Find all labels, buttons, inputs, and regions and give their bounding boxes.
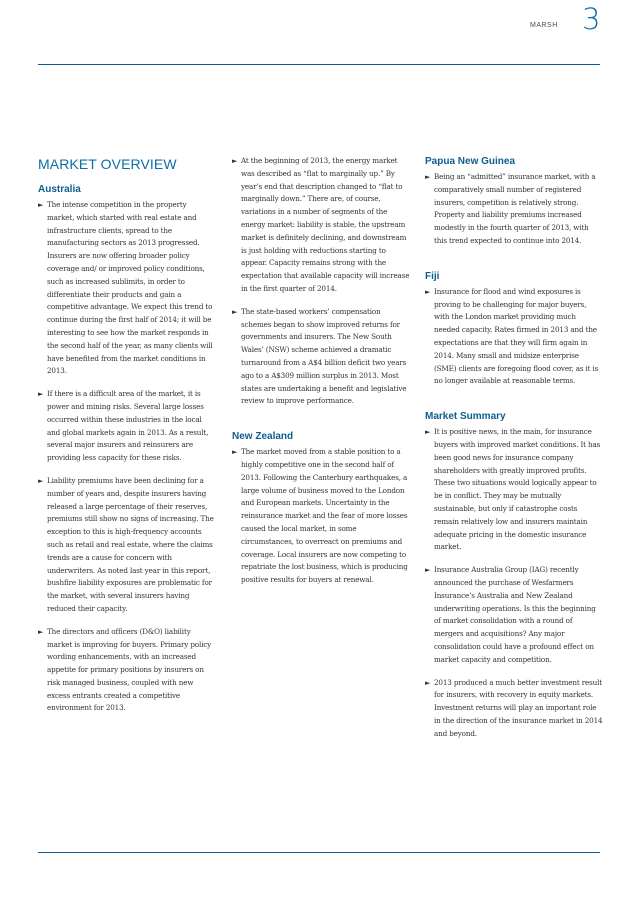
arrow-icon: ► bbox=[38, 390, 44, 399]
subhead-fiji: Fiji bbox=[425, 270, 440, 282]
subhead-market-summary: Market Summary bbox=[425, 411, 506, 423]
bullet-item bbox=[425, 286, 603, 388]
subhead-papua-new-guinea: Papua New Guinea bbox=[425, 156, 516, 167]
arrow-icon: ► bbox=[425, 287, 431, 296]
bullet-item bbox=[38, 475, 214, 616]
bullet-item bbox=[38, 626, 214, 716]
bottom-rule bbox=[38, 852, 600, 853]
bullet-item bbox=[425, 171, 603, 248]
bullet-text: It is positive news, in the main, for insurance buyers with improved market conditions. It has been good news for insurance company shareholders with greatly improved profits. These two situations would logically appear to be in conflict. They may be mutually sustainable, but only if catastrophe costs remain relatively low and insurers maintain adequate pricing in the domestic insurance market. bbox=[434, 427, 601, 552]
bullet-text: 2013 produced a much better investment result for insurers, with recovery in equity markets. Investment returns will play an important role in the direction of the insurance market in 2014 and beyond. bbox=[434, 677, 603, 738]
column-3 bbox=[425, 155, 603, 750]
bullet-text: Insurance Australia Group (IAG) recently announced the purchase of Wesfarmers Insurance’s Australia and New Zealand underwriting operations. Is this the beginning of market consolidation with a round of mergers and acquisitions? Any major consolidation could have a profound effect on market capacity and competition. bbox=[434, 565, 596, 664]
bullet-text: The market moved from a stable position to a highly competitive one in the second half of 2013. Following the Canterbury earthquakes, a large volume of business moved to the London and European markets. Uncertainty in the reinsurance market and the fear of more losses caused the local market, in some circumstances, to overreact on premiums and coverage. Local insurers are now competing to repatriate the lost business, which is producing positive results for buyers at renewal. bbox=[241, 447, 408, 585]
bullet-item bbox=[232, 155, 410, 296]
arrow-icon: ► bbox=[38, 201, 44, 209]
bullet-text: If there is a difficult area of the market, it is power and mining risks. Several large losses occurred within these industries in the local and global markets again in 2013. As a result, several major insurers and reinsurers are providing less capacity for these risks. bbox=[47, 389, 209, 463]
arrow-icon: ► bbox=[38, 627, 44, 636]
arrow-icon: ► bbox=[38, 476, 44, 485]
page-number: 3 bbox=[582, 2, 601, 36]
arrow-icon: ► bbox=[232, 307, 238, 316]
subhead-new-zealand: New Zealand bbox=[232, 431, 294, 443]
arrow-icon: ► bbox=[232, 157, 238, 165]
top-rule bbox=[38, 64, 600, 65]
arrow-icon: ► bbox=[425, 566, 431, 575]
arrow-icon: ► bbox=[425, 173, 431, 181]
bullet-text: Insurance for flood and wind exposures is proving to be challenging for major buyers, with the London market providing much needed capacity. Rates firmed in 2013 and the expectations are that they will firm again in 2014. Many small and midsize enterprise (SME) clients are foregoing flood cover, as it is no longer available at reasonable terms. bbox=[434, 286, 599, 386]
arrow-icon: ► bbox=[425, 678, 431, 687]
section-title: MARKET OVERVIEW bbox=[38, 156, 177, 172]
bullet-text: At the beginning of 2013, the energy market was described as “flat to marginally up.” By year’s end that description changed to “flat to marginally down.” There are, of course, variations in a number of segments of the energy market: liability is stable, the upstream market is definitely declining, and downstream is just holding with reductions starting to appear. Capacity remains strong with the expectation that available capacity will increase in the first quarter of 2014. bbox=[241, 156, 410, 293]
bullet-item bbox=[232, 306, 410, 408]
brand-label: MARSH bbox=[530, 22, 558, 29]
bullet-item bbox=[232, 446, 410, 587]
bullet-text: The intense competition in the property market, which started with real estate and infrastructure clients, spread to the manufacturing sectors as 2013 progressed. Insurers are now offering broader policy coverage and/ or improved policy conditions, such as increased sublimits, in order to differentiate their products and gain a competitive advantage. We expect this trend to continue during the first half of 2014; it will be interesting to see how the market responds in the second half of the year, as many clients will have benefited from the market conditions in 2013. bbox=[47, 200, 213, 376]
bullet-item bbox=[425, 564, 603, 666]
column-2 bbox=[232, 155, 410, 597]
bullet-item bbox=[38, 199, 214, 378]
arrow-icon: ► bbox=[232, 448, 238, 457]
arrow-icon: ► bbox=[425, 428, 431, 437]
bullet-text: The directors and officers (D&O) liability market is improving for buyers. Primary policy wording enhancements, with an increased appetite for primary positions by insurers on risk managed business, coupled with new excess entrants created a competitive environment for 2013. bbox=[47, 626, 212, 713]
bullet-item bbox=[425, 426, 603, 554]
subhead-australia: Australia bbox=[38, 184, 81, 195]
bullet-item bbox=[38, 388, 214, 465]
bullet-text: Being an “admitted” insurance market, with a comparatively small number of registered insurers, competition is relatively strong. Property and liability premiums increased modestly in the fourth quarter of 2013, with this trend expected to continue into 2014. bbox=[434, 172, 596, 245]
bullet-item bbox=[425, 677, 603, 741]
bullet-text: The state-based workers’ compensation schemes began to show improved returns for governments and insurers. The New South Wales’ (NSW) scheme achieved a dramatic turnaround from a A$4 billion deficit two years ago to a A$309 million surplus in 2013. Most states are undertaking a benefit and legislative review to improve performance. bbox=[241, 306, 407, 406]
bullet-text: Liability premiums have been declining for a number of years and, despite insurers having released a large percentage of their reserves, premiums still show no signs of increasing. The exception to this is high-frequency accounts such as retail and real estate, where the claims trends are a cause for concern with underwriters. As noted last year in this report, bushfire liability exposures are problematic for the market, with several insurers having reduced their capacity. bbox=[47, 475, 214, 613]
column-1 bbox=[38, 155, 214, 725]
